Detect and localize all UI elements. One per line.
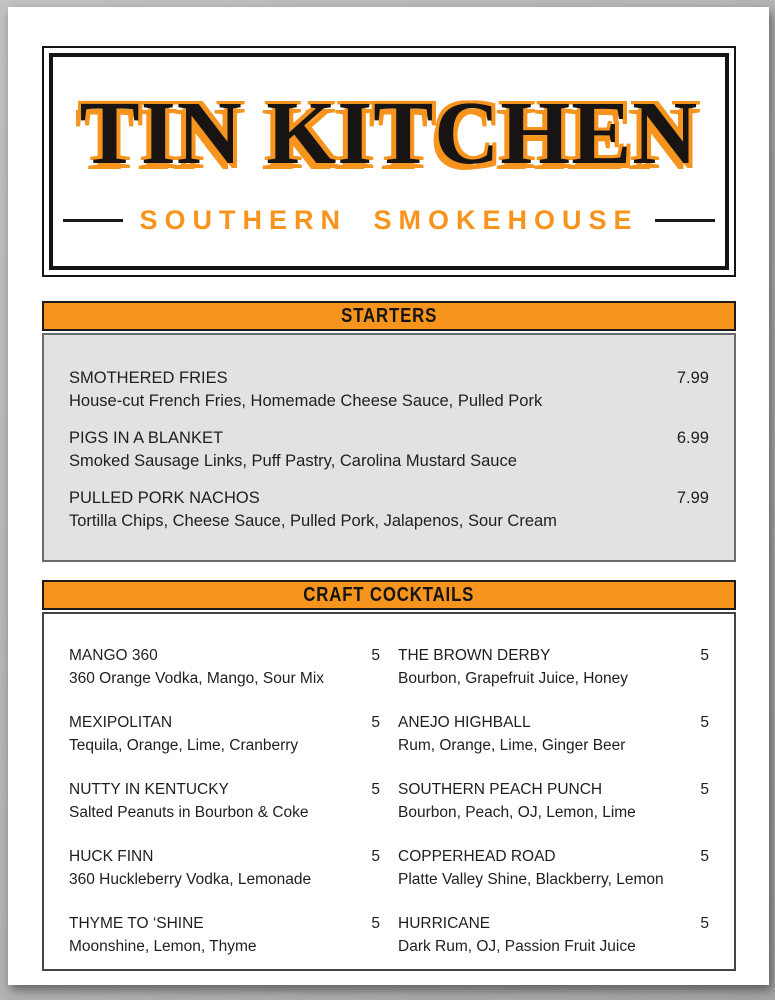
item-name: NUTTY IN KENTUCKY: [69, 781, 229, 798]
item-name: MEXIPOLITAN: [69, 714, 173, 731]
logo-box: [42, 46, 736, 277]
menu-item: [69, 427, 709, 473]
item-price: 5: [371, 781, 380, 798]
menu-item-line: [398, 778, 709, 801]
item-description: Smoked Sausage Links, Puff Pastry, Carolina Mustard Sauce: [69, 452, 517, 470]
logo-inner-frame: [49, 53, 729, 270]
item-description: House-cut French Fries, Homemade Cheese Sauce, Pulled Pork: [69, 392, 543, 410]
menu-item: [69, 644, 380, 690]
item-name: PIGS IN A BLANKET: [69, 429, 224, 447]
starters-body: [42, 333, 736, 562]
item-description: Moonshine, Lemon, Thyme: [69, 938, 257, 955]
brand-tagline-row: [63, 205, 715, 236]
menu-item: [69, 367, 709, 413]
item-description: Bourbon, Grapefruit Juice, Honey: [398, 670, 629, 687]
item-price: 5: [371, 915, 380, 932]
menu-item: [398, 711, 709, 757]
starters-section: [42, 301, 736, 562]
menu-item-line: [398, 711, 709, 734]
item-name: COPPERHEAD ROAD: [398, 848, 556, 865]
menu-item-line: [398, 644, 709, 667]
menu-item-line: [398, 845, 709, 868]
item-description: Tortilla Chips, Cheese Sauce, Pulled Pork, Jalapenos, Sour Cream: [69, 512, 557, 530]
tagline-rule-left: [63, 219, 123, 222]
item-price: 6.99: [676, 429, 709, 447]
menu-page: [8, 7, 769, 985]
menu-item: [398, 912, 709, 958]
item-price: 5: [700, 848, 709, 865]
item-name: THE BROWN DERBY: [398, 647, 551, 664]
cocktails-column-left: [69, 644, 380, 955]
item-description: 360 Huckleberry Vodka, Lemonade: [69, 871, 312, 888]
menu-item-line: [69, 427, 709, 450]
starters-header: [42, 301, 736, 331]
item-name: HURRICANE: [398, 915, 491, 932]
menu-item: [69, 912, 380, 958]
cocktails-section: [42, 580, 736, 971]
menu-item: [69, 711, 380, 757]
item-price: 5: [700, 647, 709, 664]
item-description: 360 Orange Vodka, Mango, Sour Mix: [69, 670, 325, 687]
item-price: 5: [371, 848, 380, 865]
menu-item-line: [69, 845, 380, 868]
menu-item-line: [69, 778, 380, 801]
item-description: Platte Valley Shine, Blackberry, Lemon: [398, 871, 664, 888]
item-description: Tequila, Orange, Lime, Cranberry: [69, 737, 299, 754]
menu-item-line: [69, 912, 380, 935]
item-description: Dark Rum, OJ, Passion Fruit Juice: [398, 938, 636, 955]
menu-item-line: [69, 644, 380, 667]
brand-tagline: SOUTHERN SMOKEHOUSE: [139, 205, 639, 235]
menu-item-line: [69, 711, 380, 734]
item-name: SMOTHERED FRIES: [69, 369, 228, 387]
tagline-rule-right: [655, 219, 715, 222]
item-name: THYME TO ‘SHINE: [69, 915, 204, 932]
item-price: 5: [371, 714, 380, 731]
menu-item-line: [69, 367, 709, 390]
menu-item: [398, 644, 709, 690]
item-price: 7.99: [676, 369, 709, 387]
item-price: 5: [700, 915, 709, 932]
menu-item: [398, 845, 709, 891]
menu-item-line: [69, 487, 709, 510]
item-price: 5: [371, 647, 380, 664]
item-name: ANEJO HIGHBALL: [398, 714, 531, 731]
cocktails-column-right: [398, 644, 709, 955]
item-description: Bourbon, Peach, OJ, Lemon, Lime: [398, 804, 636, 821]
item-name: HUCK FINN: [69, 848, 154, 865]
item-price: 5: [700, 714, 709, 731]
brand-title: TIN KITCHEN: [79, 84, 699, 183]
menu-item-line: [398, 912, 709, 935]
item-price: 7.99: [676, 489, 709, 507]
item-description: Salted Peanuts in Bourbon & Coke: [69, 804, 309, 821]
cocktails-header-label: CRAFT COCKTAILS: [303, 583, 475, 606]
menu-item: [69, 845, 380, 891]
item-price: 5: [700, 781, 709, 798]
cocktails-header: [42, 580, 736, 610]
item-name: SOUTHERN PEACH PUNCH: [398, 781, 603, 798]
item-name: PULLED PORK NACHOS: [69, 489, 260, 507]
item-description: Rum, Orange, Lime, Ginger Beer: [398, 737, 626, 754]
item-name: MANGO 360: [69, 647, 158, 664]
cocktails-body: [42, 612, 736, 971]
starters-header-label: STARTERS: [340, 304, 438, 327]
menu-item: [69, 778, 380, 824]
menu-item: [69, 487, 709, 533]
menu-item: [398, 778, 709, 824]
